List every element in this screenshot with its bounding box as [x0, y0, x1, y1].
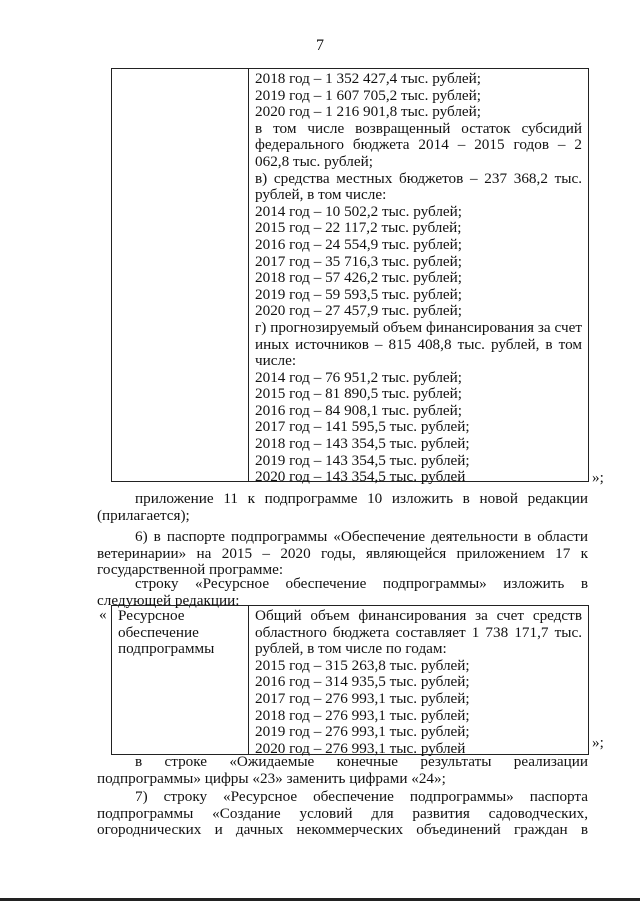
year-line: 2020 год – 27 457,9 тыс. рублей; — [255, 302, 463, 320]
table2-right-cell — [249, 606, 589, 755]
appendix-paragraph: приложение 11 к подпрограмме 10 изложить в новой редакции (прилагается); — [97, 490, 588, 524]
table1-right-cell — [249, 69, 589, 486]
table1-left-cell — [112, 69, 249, 482]
year-line: 2020 год – 143 354,5 тыс. рублей — [255, 468, 466, 486]
row-title-line: обеспечение — [118, 623, 199, 641]
year-line: 2015 год – 22 117,2 тыс. рублей; — [255, 219, 462, 237]
total-funding-text: Общий объем финансирования за счет средств областного бюджета составляет 1 738 171,7 тыс. рублей, в том числе по годам: — [255, 607, 582, 658]
table2-close-quote: »; — [592, 734, 604, 751]
funding-table-continued — [111, 68, 589, 486]
row-title-line: подпрограммы — [118, 640, 215, 658]
year-line: 2015 год – 315 263,8 тыс. рублей; — [255, 656, 470, 674]
scan-edge — [0, 898, 640, 901]
year-line: 2018 год – 57 426,2 тыс. рублей; — [255, 269, 463, 287]
year-line: 2014 год – 10 502,2 тыс. рублей; — [255, 202, 463, 220]
year-line: 2018 год – 1 352 427,4 тыс. рублей; — [255, 70, 482, 87]
item-7-paragraph: 7) строку «Ресурсное обеспечение подпрограммы» паспорта подпрограммы «Создание условий для развития садоводческих, огороднических и дачных некоммерческих объединений граждан в — [97, 788, 588, 839]
year-line: 2016 год – 24 554,9 тыс. рублей; — [255, 235, 463, 253]
year-line: 2019 год – 276 993,1 тыс. рублей; — [255, 723, 470, 741]
year-line: 2017 год – 276 993,1 тыс. рублей; — [255, 689, 470, 707]
year-line: 2014 год – 76 951,2 тыс. рублей; — [255, 368, 463, 386]
table2-open-quote: « — [99, 606, 107, 623]
year-line: 2019 год – 143 354,5 тыс. рублей; — [255, 451, 470, 469]
other-sources-text: г) прогнозируемый объем финансирования за счет иных источников – 815 408,8 тыс. рублей, в том числе: — [255, 318, 582, 370]
row-title-line: Ресурсное — [118, 607, 185, 624]
year-line: 2017 год – 141 595,5 тыс. рублей; — [255, 418, 470, 436]
table1-close-quote: »; — [592, 469, 604, 486]
year-line: 2020 год – 276 993,1 тыс. рублей — [255, 739, 466, 757]
year-line: 2018 год – 276 993,1 тыс. рублей; — [255, 706, 470, 724]
row-replace-paragraph: строку «Ресурсное обеспечение подпрограммы» изложить в следующей редакции: — [97, 575, 588, 609]
federal-remainder-text: в том числе возвращенный остаток субсидий федерального бюджета 2014 – 2015 годов – 2 062,8 тыс. рублей; — [255, 119, 582, 170]
year-line: 2017 год – 35 716,3 тыс. рублей; — [255, 252, 463, 270]
expected-results-paragraph: в строке «Ожидаемые конечные результаты реализации подпрограммы» цифры «23» заменить цифрами «24»; — [97, 753, 588, 787]
local-budget-text: в) средства местных бюджетов – 237 368,2 тыс. рублей, в том числе: — [255, 169, 582, 204]
year-line: 2018 год – 143 354,5 тыс. рублей; — [255, 435, 470, 453]
year-line: 2019 год – 59 593,5 тыс. рублей; — [255, 285, 463, 303]
resource-provision-table — [111, 605, 589, 755]
item-6-paragraph: 6) в паспорте подпрограммы «Обеспечение деятельности в области ветеринарии» на 2015 – 2020 годы, являющейся приложением 17 к государственной программе: — [97, 528, 588, 579]
page-number: 7 — [316, 37, 324, 54]
year-line: 2015 год – 81 890,5 тыс. рублей; — [255, 385, 463, 403]
year-line: 2016 год – 314 935,5 тыс. рублей; — [255, 673, 470, 691]
year-line: 2020 год – 1 216 901,8 тыс. рублей; — [255, 103, 482, 121]
year-line: 2019 год – 1 607 705,2 тыс. рублей; — [255, 86, 482, 104]
year-line: 2016 год – 84 908,1 тыс. рублей; — [255, 401, 463, 419]
table2-left-cell — [112, 606, 249, 755]
